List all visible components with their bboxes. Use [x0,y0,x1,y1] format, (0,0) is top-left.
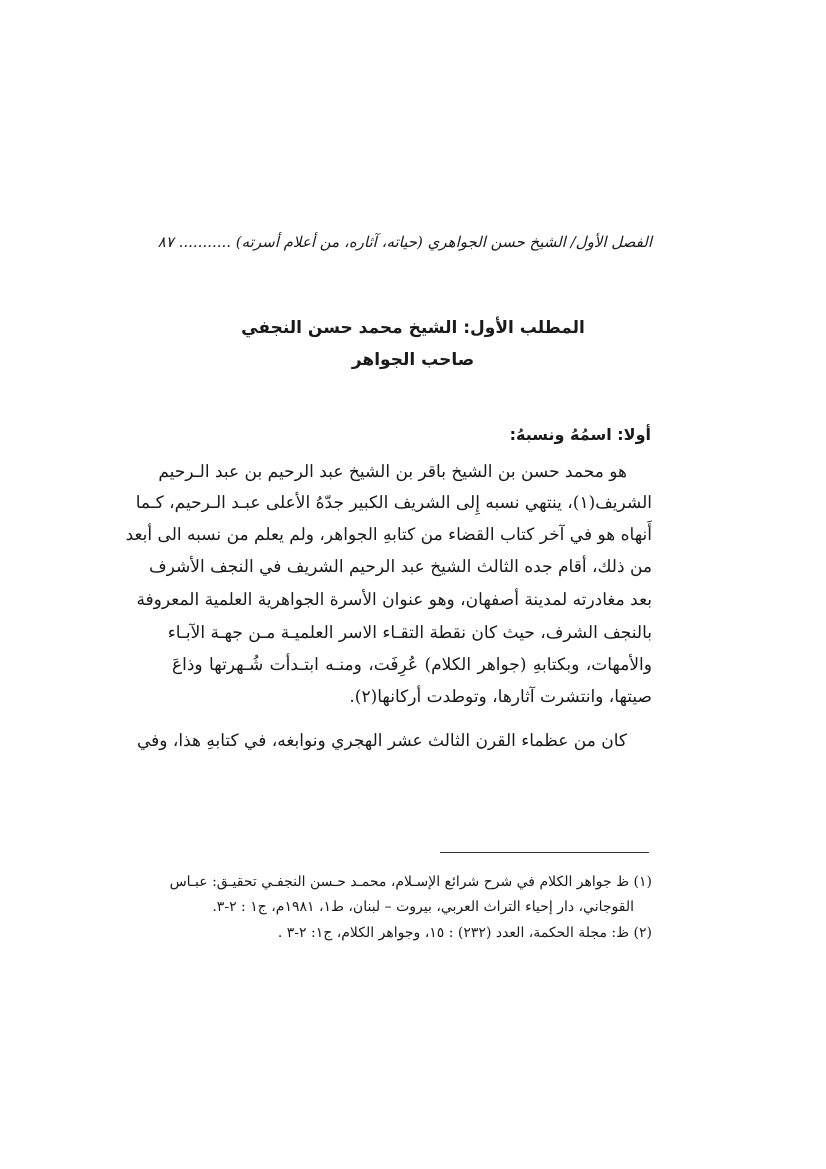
paragraph-line: بالنجف الشرف، حيث كان نقطة التقـاء الاسر العلميـة مـن جهـة الآبـاء [167,623,652,643]
footnote-divider [440,852,649,853]
paragraph-line: من ذلك، أقام جده الثالث الشيخ عبد الرحيم الشريف في النجف الأشرف [149,557,652,577]
paragraph-line: بعد مغادرته لمدينة أصفهان، وهو عنوان الأسرة الجواهرية العلمية المعروفة [136,590,652,610]
footnote-1: (١) ظ جواهر الكلام في شرح شرائع الإسـلام، محمـد حـسن النجفـي تحقيـق: عبـاس [169,874,652,890]
paragraph-line: الشريف(١)، ينتهي نسبه إِلى الشريف الكبير جدّهُ الأعلى عبـد الـرحيم، كـما [135,493,652,513]
section-subtitle: صاحب الجواهر [351,350,475,370]
paragraph-line: والأمهات، وبكتابهِ (جواهر الكلام) عُرِفَت، ومنـه ابتـدأت شُـهرتها وذاعَ [172,655,652,675]
paragraph-line: هو محمد حسن بن الشيخ باقر بن الشيخ عبد الرحيم بن عبد الـرحيم [158,462,627,482]
section-title: المطلب الأول: الشيخ محمد حسن النجفي [241,318,585,338]
paragraph-line: أَنهاه هو في آخر كتاب القضاء من كتابهِ الجواهر، ولم يعلم من نسبه الى أبعد [125,525,652,545]
paragraph2-line: كان من عظماء القرن الثالث عشر الهجري ونوابغه، في كتابهِ هذا، وفي [136,731,627,751]
footnote-2: (٢) ظ: مجلة الحكمة، العدد (٢٣٢) : ١٥، وجواهر الكلام، ج١: ٢-٣ . [277,925,652,941]
footnote-1-continued: القوجاني، دار إحياء التراث العربي، بيروت – لبنان، ط١، ١٩٨١م، ج١ : ٢-٣. [212,899,634,915]
running-header: الفصل الأول/ الشيخ حسن الجواهري (حياته، آثاره، من أعلام أسرته) ........... ٨٧ [157,233,652,251]
subsection-heading: أولا: اسمُهُ ونسبهُ: [509,425,651,444]
paragraph-line: صيتها، وانتشرت آثارها، وتوطدت أركانها(٢). [349,687,652,707]
